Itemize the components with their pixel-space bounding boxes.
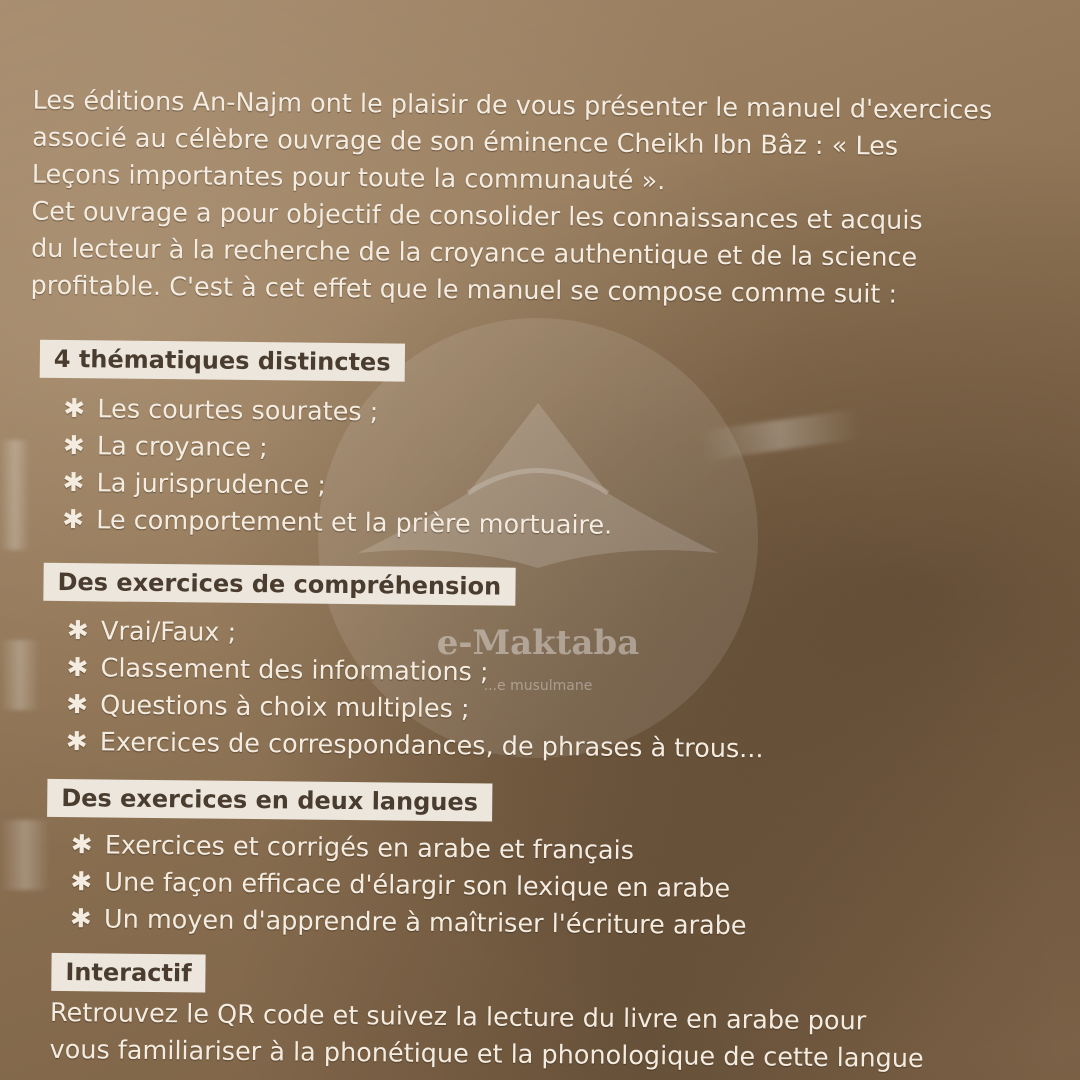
list-item-text: Exercices et corrigés en arabe et français xyxy=(104,830,635,867)
intro-line: du lecteur à la recherche de la croyance authentique et de la science xyxy=(30,233,918,273)
list-item xyxy=(66,724,764,768)
list-item xyxy=(70,901,747,945)
asterisk-icon: ✱ xyxy=(66,616,89,647)
asterisk-icon: ✱ xyxy=(63,394,86,425)
intro-line: profitable. C'est à cet effet que le manuel se compose comme suit : xyxy=(30,270,898,310)
intro-line: Cet ouvrage a pour objectif de consolider les connaissances et acquis xyxy=(31,196,923,236)
comprehension-list xyxy=(66,613,765,768)
languages-list xyxy=(70,827,748,945)
interactive-line: Retrouvez le QR code et suivez la lecture du livre en arabe pour xyxy=(49,997,867,1037)
list-item xyxy=(62,465,612,508)
section-title-comprehension: Des exercices de compréhension xyxy=(43,563,515,606)
list-item-text: Un moyen d'apprendre à maîtriser l'écriture arabe xyxy=(103,904,747,942)
list-item xyxy=(63,428,613,471)
asterisk-icon: ✱ xyxy=(66,690,89,721)
intro-line: Les éditions An-Najm ont le plaisir de vous présenter le manuel d'exercices xyxy=(32,85,993,126)
interactive-line: vous familiariser à la phonétique et la phonologique de cette langue xyxy=(49,1034,924,1075)
section-title-interactive: Interactif xyxy=(51,953,206,993)
watermark-tagline: ...e musulmane xyxy=(483,678,593,694)
list-item-text: Une façon efficace d'élargir son lexique en arabe xyxy=(104,867,731,905)
intro-line: associé au célèbre ouvrage de son éminence Cheikh Ibn Bâz : « Les xyxy=(32,122,899,162)
list-item-text: Classement des informations ; xyxy=(100,653,489,688)
asterisk-icon: ✱ xyxy=(62,504,85,536)
intro-line: Leçons importantes pour toute la communauté ». xyxy=(31,159,666,197)
section-title-themes: 4 thématiques distinctes xyxy=(40,340,405,382)
list-item xyxy=(62,502,612,545)
intro-paragraph xyxy=(30,83,1054,316)
asterisk-icon: ✱ xyxy=(62,467,85,499)
list-item-text: La jurisprudence ; xyxy=(96,468,327,501)
list-item-text: Vrai/Faux ; xyxy=(100,616,237,648)
list-item xyxy=(63,391,613,434)
list-item-text: La croyance ; xyxy=(96,431,268,464)
asterisk-icon: ✱ xyxy=(69,904,92,935)
asterisk-icon: ✱ xyxy=(62,431,85,462)
asterisk-icon: ✱ xyxy=(70,830,93,861)
list-item-text: Questions à choix multiples ; xyxy=(100,690,470,725)
watermark-name: e-Maktaba xyxy=(436,623,640,663)
themes-list xyxy=(62,391,614,545)
list-item-text: Le comportement et la prière mortuaire. xyxy=(96,505,613,541)
asterisk-icon: ✱ xyxy=(70,867,93,898)
asterisk-icon: ✱ xyxy=(66,653,89,684)
list-item-text: Les courtes sourates ; xyxy=(97,394,379,428)
list-item-text: Exercices de correspondances, de phrases à trous... xyxy=(99,727,764,765)
interactive-paragraph xyxy=(49,995,1015,1079)
section-title-languages: Des exercices en deux langues xyxy=(47,779,492,822)
asterisk-icon: ✱ xyxy=(65,727,88,758)
